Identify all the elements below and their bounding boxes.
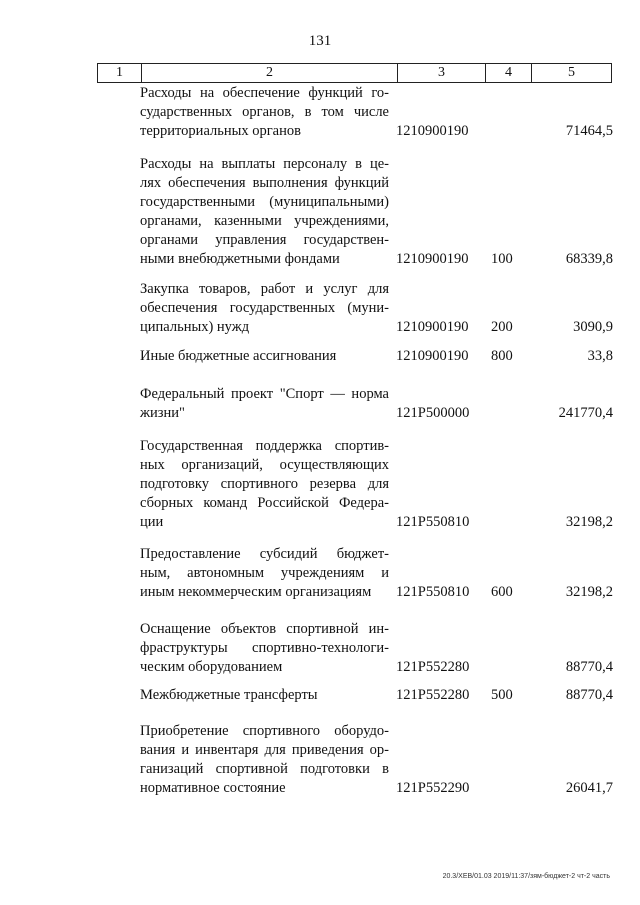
table-row	[140, 545, 620, 602]
row-target-code: 121P550810	[396, 584, 470, 600]
table-row	[140, 155, 620, 269]
description-line: ципальных) нужд	[140, 319, 250, 335]
row-target-code: 121P550810	[396, 514, 470, 530]
row-amount: 32198,2	[565, 584, 613, 600]
description-line: Закупка товаров, работ и услуг для	[140, 281, 389, 297]
description-line: Оснащение объектов спортивной ин-	[140, 621, 389, 637]
description-line: жизни"	[140, 405, 185, 421]
description-line: ганизаций спортивной подготовки в	[140, 761, 389, 777]
table-row	[140, 347, 620, 366]
table-row	[140, 722, 620, 798]
row-amount: 68339,8	[565, 251, 613, 267]
row-target-code: 121P500000	[396, 405, 470, 421]
row-expense-type: 600	[491, 584, 513, 600]
row-amount: 26041,7	[565, 780, 613, 796]
description-line: Расходы на обеспечение функций го-	[140, 85, 389, 101]
row-amount: 32198,2	[565, 514, 613, 530]
row-description	[140, 545, 389, 602]
row-amount: 71464,5	[565, 123, 613, 139]
row-target-code: 121P552280	[396, 687, 470, 703]
page-number: 131	[308, 33, 332, 49]
description-line: вания и инвентаря для приведения ор-	[140, 742, 389, 758]
description-line: ции	[140, 514, 164, 530]
description-line: ным, автономным учреждениям и	[140, 565, 389, 581]
table-row	[140, 280, 620, 337]
table-row	[140, 437, 620, 532]
description-line: фраструктуры спортивно-технологи-	[140, 640, 389, 656]
table-row	[140, 620, 620, 677]
description-line: нормативное состояние	[140, 780, 286, 796]
description-line: органами, казенными учреждениями,	[140, 213, 389, 229]
description-line: Предоставление субсидий бюджет-	[140, 546, 389, 562]
row-expense-type: 200	[491, 319, 513, 335]
table-row	[140, 686, 620, 705]
description-line: ных организаций, осуществляющих	[140, 457, 389, 473]
row-expense-type: 100	[491, 251, 513, 267]
description-line: органами управления государствен-	[140, 232, 389, 248]
description-line: подготовку спортивного резерва для	[140, 476, 389, 492]
description-line: сударственных органов, в том числе	[140, 104, 389, 120]
row-description	[140, 686, 389, 705]
table-row	[140, 84, 620, 141]
description-line: обеспечения государственных (муни-	[140, 300, 389, 316]
description-line: Межбюджетные трансферты	[140, 687, 318, 703]
row-description	[140, 84, 389, 141]
description-line: ными внебюджетными фондами	[140, 251, 340, 267]
row-target-code: 1210900190	[396, 123, 469, 139]
header-col-2: 2	[142, 64, 398, 82]
description-line: лях обеспечения выполнения функций	[140, 175, 389, 191]
header-col-3: 3	[398, 64, 486, 82]
row-description	[140, 155, 389, 269]
header-col-5: 5	[568, 65, 575, 80]
row-expense-type: 500	[491, 687, 513, 703]
description-line: Иные бюджетные ассигнования	[140, 348, 337, 364]
footer-stamp: 20.3/ХЕВ/01.03 2019/11:37/зям-бюджет-2 чт-2 часть	[442, 873, 610, 880]
row-amount: 241770,4	[558, 405, 613, 421]
row-target-code: 1210900190	[396, 251, 469, 267]
row-amount: 3090,9	[573, 319, 613, 335]
row-description	[140, 385, 389, 423]
description-line: ческим оборудованием	[140, 659, 283, 675]
row-expense-type: 800	[491, 348, 513, 364]
row-description	[140, 347, 389, 366]
description-line: Государственная поддержка спортив-	[140, 438, 389, 454]
description-line: сборных команд Российской Федера-	[140, 495, 389, 511]
row-description	[140, 280, 389, 337]
header-col-4: 4	[486, 64, 532, 82]
row-amount: 88770,4	[565, 659, 613, 675]
row-description	[140, 437, 389, 532]
row-description	[140, 722, 389, 798]
description-line: иным некоммерческим организациям	[140, 584, 372, 600]
row-description	[140, 620, 389, 677]
header-col-1: 1	[98, 64, 142, 82]
description-line: Приобретение спортивного оборудо-	[140, 723, 389, 739]
table-row	[140, 385, 620, 423]
row-target-code: 121P552290	[396, 780, 470, 796]
description-line: территориальных органов	[140, 123, 301, 139]
row-target-code: 1210900190	[396, 319, 469, 335]
description-line: Федеральный проект "Спорт — норма	[140, 386, 389, 402]
row-amount: 33,8	[587, 348, 613, 364]
description-line: государственными (муниципальными)	[140, 194, 389, 210]
row-target-code: 1210900190	[396, 348, 469, 364]
description-line: Расходы на выплаты персоналу в це-	[140, 156, 389, 172]
row-amount: 88770,4	[565, 687, 613, 703]
table-header	[97, 63, 612, 83]
row-target-code: 121P552280	[396, 659, 470, 675]
